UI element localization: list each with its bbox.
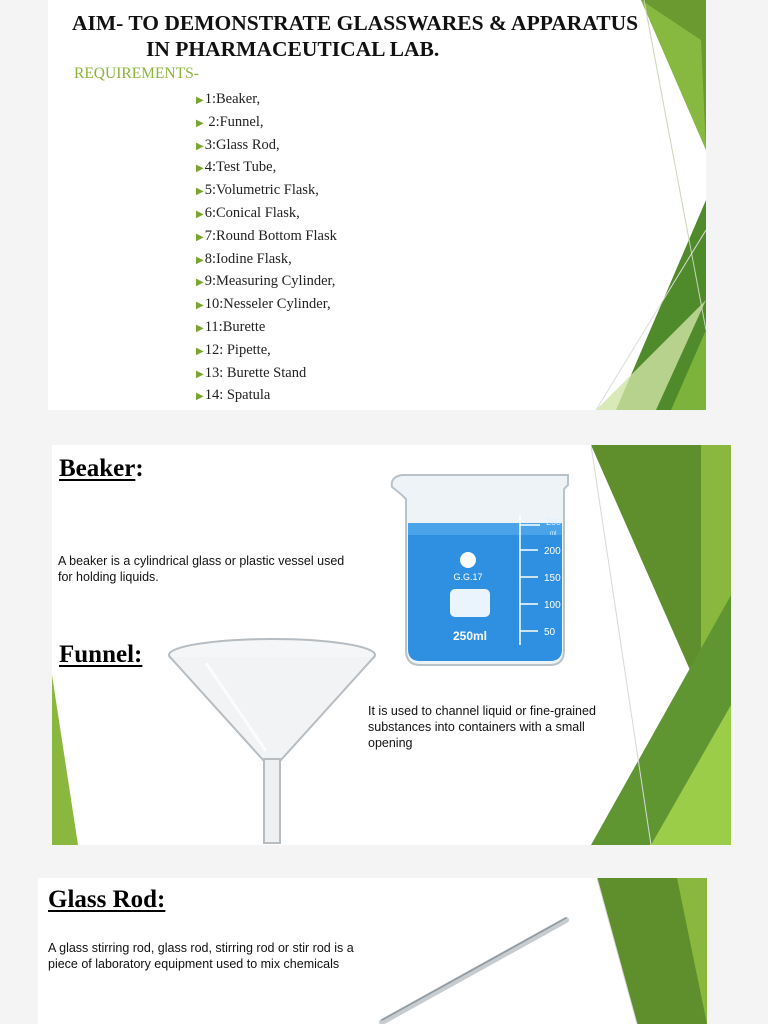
scale-label: 200 <box>544 546 561 557</box>
scale-label-top-unit: ml <box>550 531 557 537</box>
requirement-text: 13: Burette Stand <box>204 364 307 381</box>
requirement-text: 2:Funnel, <box>204 113 264 130</box>
scale-label: 150 <box>544 573 561 584</box>
beaker-label-box <box>450 589 490 617</box>
requirement-item <box>196 202 337 225</box>
bullet-arrow-icon: ▶ <box>196 208 204 220</box>
requirement-item <box>196 248 337 271</box>
funnel-heading: Funnel: <box>59 641 143 668</box>
bullet-arrow-icon: ▶ <box>196 300 204 312</box>
requirement-item <box>196 293 337 316</box>
requirement-item <box>196 270 337 293</box>
beaker-heading <box>59 455 144 483</box>
requirement-text: 12: Pipette, <box>204 341 271 358</box>
requirement-text: 11:Burette <box>204 318 266 335</box>
glass-rod-body <box>382 920 566 1022</box>
funnel-image <box>166 633 378 845</box>
funnel-stem <box>264 759 280 843</box>
page-title <box>72 10 706 62</box>
beaker-capacity-label: 250ml <box>452 629 488 643</box>
requirement-text: 14: Spatula <box>204 387 271 404</box>
glass-rod-heading: Glass Rod: <box>48 886 166 913</box>
requirement-text: 8:Iodine Flask, <box>204 250 292 267</box>
bullet-arrow-icon: ▶ <box>196 254 204 266</box>
bullet-arrow-icon: ▶ <box>196 163 204 175</box>
scale-label: 100 <box>544 600 561 611</box>
requirement-item <box>196 225 337 248</box>
bullet-arrow-icon: ▶ <box>196 231 204 243</box>
requirement-item <box>196 156 337 179</box>
requirement-text: 4:Test Tube, <box>204 159 277 176</box>
requirement-item <box>196 111 337 134</box>
glass-rod-image <box>376 914 576 1024</box>
requirement-text: 10:Nesseler Cylinder, <box>204 296 331 313</box>
requirement-item <box>196 339 337 362</box>
bullet-arrow-icon: ▶ <box>196 186 204 198</box>
green-accent-right <box>597 878 707 1024</box>
bullet-arrow-icon: ▶ <box>196 391 204 403</box>
requirement-item <box>196 362 337 385</box>
requirements-list <box>196 88 337 407</box>
title-line-1: AIM- TO DEMONSTRATE GLASSWARES & APPARATUS <box>72 11 639 35</box>
requirement-item <box>196 88 337 111</box>
glass-rod-edge <box>382 918 566 1020</box>
title-line-2: IN PHARMACEUTICAL LAB. <box>146 37 440 61</box>
scale-label: 50 <box>544 627 556 638</box>
requirement-item <box>196 384 337 407</box>
requirement-text: 3:Glass Rod, <box>204 136 280 153</box>
bullet-arrow-icon: ▶ <box>196 140 204 152</box>
requirement-text: 6:Conical Flask, <box>204 204 300 221</box>
scale-label-top: 250 <box>546 517 562 527</box>
requirement-text: 1:Beaker, <box>204 91 261 107</box>
slide-requirements <box>48 0 706 410</box>
bullet-arrow-icon: ▶ <box>196 368 204 380</box>
bullet-arrow-icon: ▶ <box>196 345 204 357</box>
glass-rod-description: A glass stirring rod, glass rod, stirring rod or stir rod is a piece of laboratory equipment used to mix chemicals <box>48 941 354 971</box>
beaker-heading-text: Beaker <box>59 455 136 482</box>
bullet-arrow-icon: ▶ <box>196 277 204 289</box>
requirement-item <box>196 134 337 157</box>
requirement-text: 9:Measuring Cylinder, <box>204 273 336 290</box>
bullet-arrow-icon: ▶ <box>196 322 204 334</box>
green-accent-right <box>591 445 731 845</box>
gear-logo-icon <box>460 552 476 568</box>
beaker-image <box>390 465 580 670</box>
requirement-text: 5:Volumetric Flask, <box>204 182 319 199</box>
requirement-text: 7:Round Bottom Flask <box>204 227 337 244</box>
funnel-description: It is used to channel liquid or fine-grained substances into containers with a small opening <box>368 704 596 750</box>
beaker-description: A beaker is a cylindrical glass or plastic vessel used for holding liquids. <box>58 554 345 584</box>
bullet-arrow-icon: ▶ <box>196 117 204 129</box>
requirement-item <box>196 179 337 202</box>
slide-glass-rod <box>38 878 707 1024</box>
requirement-item <box>196 316 337 339</box>
slide-beaker-funnel <box>52 445 731 845</box>
beaker-logo-text: G.G.17 <box>453 572 483 582</box>
funnel-cone <box>170 657 374 761</box>
bullet-arrow-icon: ▶ <box>196 95 204 106</box>
requirements-label: REQUIREMENTS- <box>74 65 199 82</box>
beaker-heading-colon: : <box>135 455 144 482</box>
